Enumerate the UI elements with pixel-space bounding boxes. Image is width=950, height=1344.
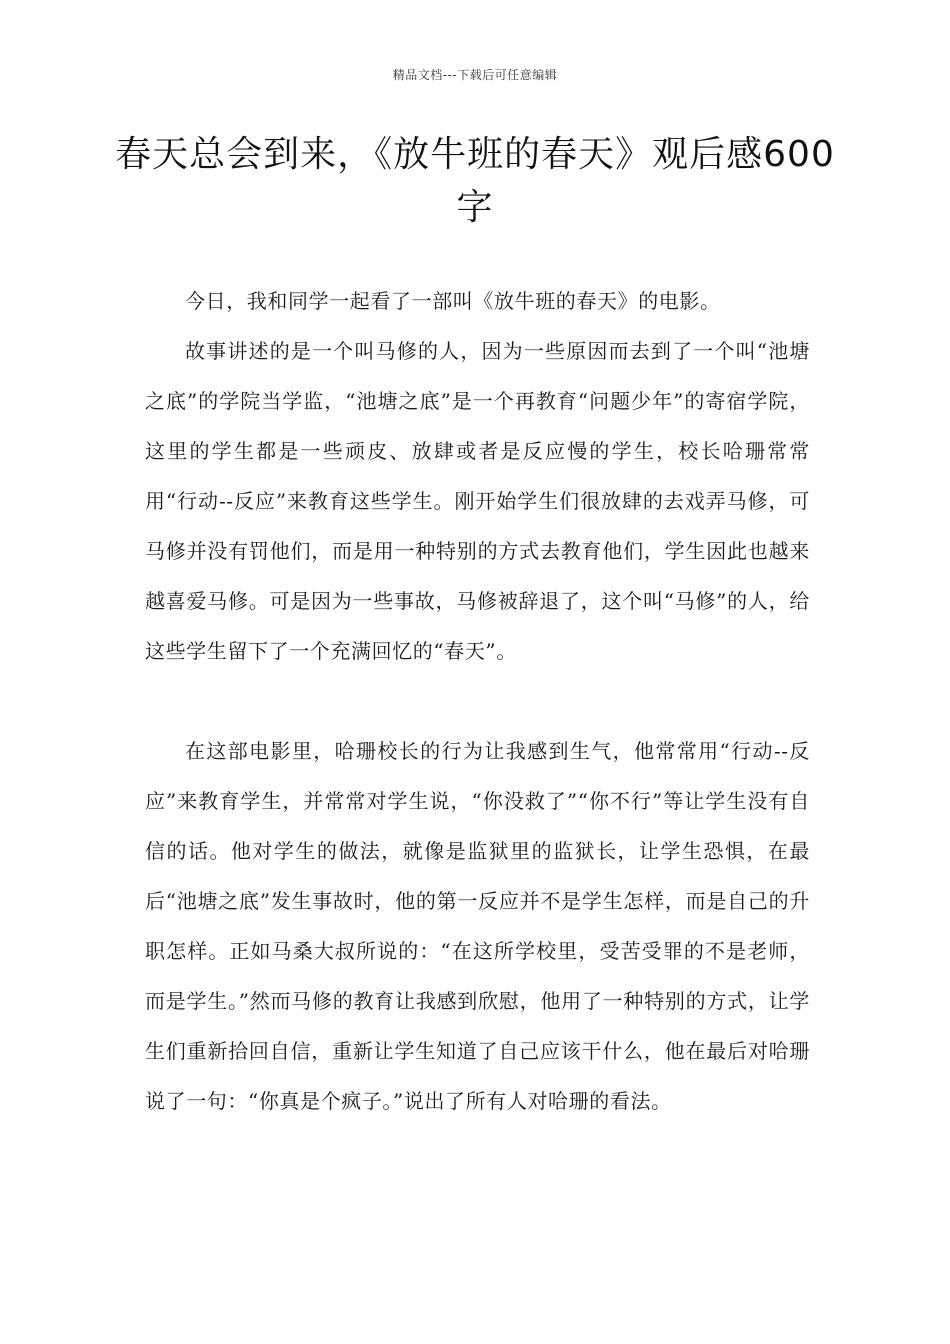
document-title: 春天总会到来，《放牛班的春天》观后感600字 xyxy=(115,134,835,228)
page-header: 精品文档---下载后可任意编辑 xyxy=(392,68,558,82)
document-body xyxy=(145,276,810,1126)
paragraph-intro: 今日，我和同学一起看了一部叫《放牛班的春天》的电影。 xyxy=(185,289,721,313)
paragraph-story: 故事讲述的是一个叫马修的人，因为一些原因而去到了一个叫“池塘之底”的学院当学监，“池塘之底”是一个再教育“问题少年”的寄宿学院，这里的学生都是一些顽皮、放肆或者是反应慢的学生，校长哈珊常常用“行动--反应”来教育这些学生。刚开始学生们很放肆的去戏弄马修，可马修并没有罚他们，而是用一种特别的方式去教育他们，学生因此也越来越喜爱马修。可是因为一些事故，马修被辞退了，这个叫“马修”的人，给这些学生留下了一个充满回忆的“春天”。 xyxy=(145,339,810,663)
paragraph-reflection: 在这部电影里，哈珊校长的行为让我感到生气，他常常用“行动--反应”来教育学生，并常常对学生说，“你没救了”“你不行”等让学生没有自信的话。他对学生的做法，就像是监狱里的监狱长，让学生恐惧，在最后“池塘之底”发生事故时，他的第一反应并不是学生怎样，而是自己的升职怎样。正如马桑大叔所说的：“在这所学校里，受苦受罪的不是老师，而是学生。”然而马修的教育让我感到欣慰，他用了一种特别的方式，让学生们重新拾回自信，重新让学生知道了自己应该干什么，他在最后对哈珊说了一句：“你真是个疯子。”说出了所有人对哈珊的看法。 xyxy=(145,739,810,1113)
